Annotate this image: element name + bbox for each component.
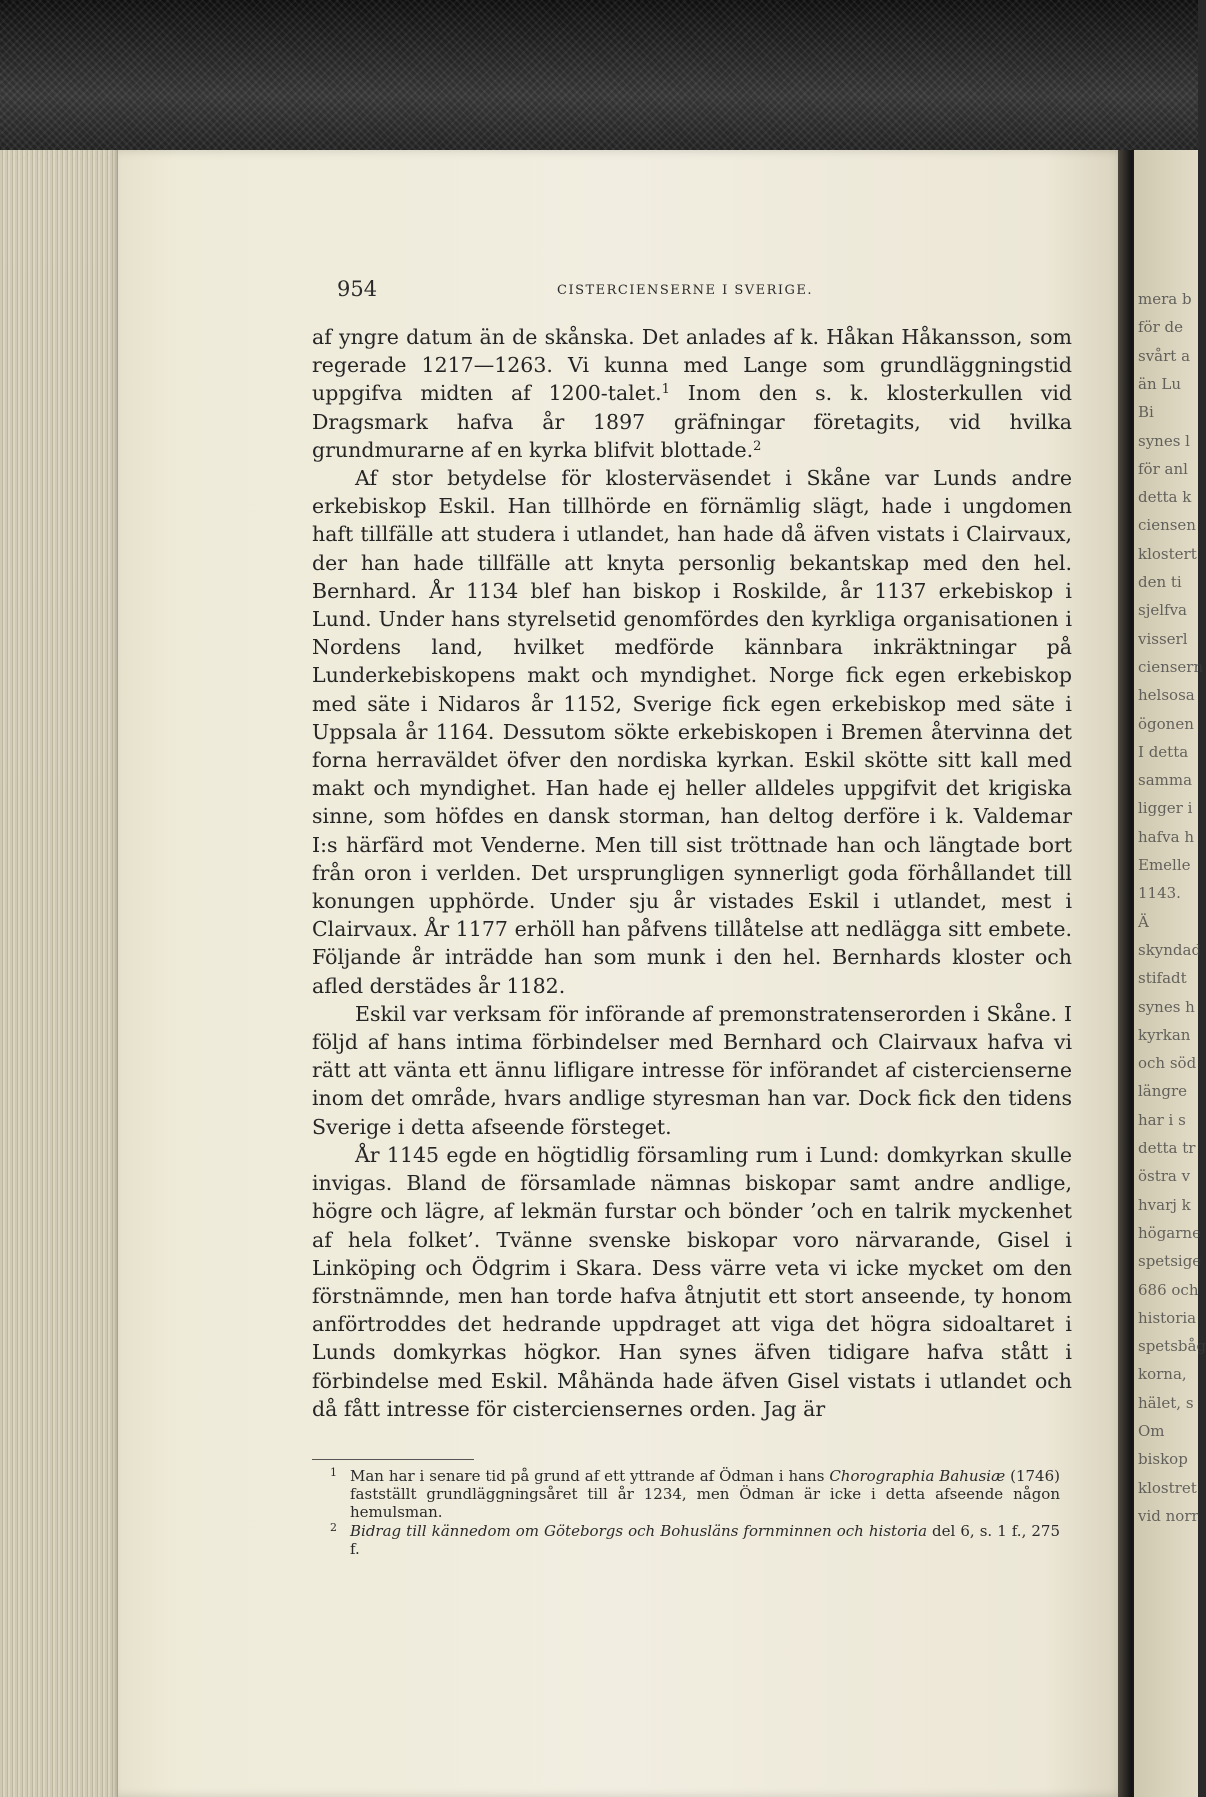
facing-page-text: Ä [1138, 912, 1149, 931]
facing-page-text: ciensen [1138, 516, 1196, 535]
page-stack-edges [0, 150, 125, 1797]
facing-page-text: biskop [1138, 1450, 1188, 1469]
running-head: CISTERCIENSERNE I SVERIGE. [557, 283, 814, 298]
paragraph-2: Af stor betydelse för klosterväsendet i Skåne var Lunds andre erkebiskop Eskil. Han tillhörde en förnämlig slägt, hade i ungdomen haft tillfälle att studera i utlandet, han hade då äfven vistats i Clairvaux, der han hade tillfälle att knyta personlig bekantskap med den hel. Bernhard. År 1134 blef han biskop i Roskilde, år 1137 erkebiskop i Lund. Under hans styrelsetid genomfördes den kyrkliga organisationen i Nordens land, hvilket medförde kännbara inkräktningar på Lunderkebiskopens makt och myndighet. Norge fick egen erkebiskop med säte i Nidaros år 1152, Sverige fick egen erkebiskop med säte i Uppsala år 1164. Dessutom sökte erkebiskopen i Bremen återvinna det forna herraväldet öfver den nordiska kyrkan. Eskil skötte sitt kall med makt och myndighet. Han hade ej heller alldeles uppgifvit det krigiska sinne, som höfdes en dansk storman, han deltog derföre i k. Valdemar I:s härfärd mot Venderne. Men till sist tröttnade han och längtade bort från oron i verlden. Det ursprungligen synnerligt goda förhållandet till konungen upphörde. Under sju år vistades Eskil i utlandet, mest i Clairvaux. År 1177 erhöll han påfvens tillåtelse att nedlägga sitt embete. Följande år inträdde han som munk i den hel. Bernhards kloster och afled derstädes år 1182. [312, 466, 1072, 998]
facing-page-text: spetsbåg [1138, 1337, 1206, 1356]
facing-page-text: längre [1138, 1082, 1188, 1101]
paragraph-4: År 1145 egde en högtidlig församling rum i Lund: domkyrkan skulle invigas. Bland de församlade nämnas biskopar samt andre andlige, högre och lägre, af lekmän furstar och bönder ’och en talrik myckenhet af hela folket’. Tvänne svenske biskopar voro närvarande, Gisel i Linköping och Ödgrim i Skara. Dess värre veta vi icke mycket om den förstnämnde, men han torde hafva åtnjutit ett stort anseende, ty honom anförtroddes det hedrande uppdraget att viga det högra sidoaltaret i Lunds domkyrkas högkor. Han synes äfven tidigare hafva stått i förbindelse med Eskil. Måhända hade äfven Gisel vistats i utlandet och då fått intresse för cisterciensernes orden. Jag är [312, 1142, 1072, 1421]
paragraph-1: af yngre datum än de skånska. Det anlades af k. Håkan Håkansson, som regerade 1217—1263. Vi kunna med Lange som grundläggningstid uppgifva midten af 1200-talet.$^1$ Inom den s. k. klosterkullen vid Dragsmark hafva år 1897 gräfningar företagits, vid hvilka grundmurarne af en kyrka blifvit blottade.$^2$ [312, 325, 1072, 462]
footnote-ref-1: 1 [661, 382, 670, 398]
facing-page-text: för de [1138, 318, 1183, 337]
facing-page-text: högarne [1138, 1223, 1201, 1242]
facing-page-text: klostret [1138, 1478, 1197, 1497]
cited-title: Bidrag till kännedom om Göteborgs och Bohusläns fornminnen och historia [350, 1522, 928, 1540]
facing-page-text: helsosa [1138, 686, 1195, 705]
facing-page-text: hafva h [1138, 827, 1195, 846]
facing-page-text: 1143. [1138, 884, 1181, 903]
facing-page-text: ögonen [1138, 714, 1194, 733]
facing-page-text: spetsige [1138, 1252, 1202, 1271]
facing-page-text: detta tr [1138, 1139, 1196, 1157]
page-number: 954 [337, 277, 378, 301]
facing-page-text: den ti [1138, 573, 1182, 591]
facing-page-text: visserl [1138, 629, 1188, 648]
facing-page-text: I detta [1138, 742, 1189, 761]
facing-page-text: och söd [1138, 1054, 1197, 1073]
facing-page-text: skyndad [1138, 940, 1202, 959]
facing-page-text: hvarj k [1138, 1195, 1191, 1214]
facing-page-text: kyrkan [1138, 1025, 1191, 1044]
facing-page-text: vid norr [1138, 1506, 1199, 1525]
cited-title: Chorographia Bahusiæ [829, 1467, 1006, 1485]
facing-page-text: Bi [1138, 403, 1154, 422]
footnote-rule [312, 1459, 474, 1460]
facing-page-text: klostert [1138, 544, 1197, 563]
facing-page-text: samma [1138, 771, 1193, 790]
page-header [337, 277, 1072, 307]
facing-page-text: detta k [1138, 488, 1192, 507]
facing-page-text: stifadt [1138, 969, 1187, 988]
footnote-mark: 2 [330, 1521, 337, 1534]
footnote-2: 2 Bidrag till kännedom om Göteborgs och Bohusläns fornminnen och historia del 6, s. 1 f., 275 f. [330, 1521, 1061, 1558]
main-text [312, 323, 1072, 1423]
facing-page-text: Om [1138, 1422, 1165, 1440]
facing-page-text: 686 och [1138, 1280, 1199, 1299]
background-cloth [0, 0, 1198, 160]
footnote-mark: 1 [330, 1466, 337, 1479]
facing-page-text: korna, [1138, 1365, 1187, 1384]
facing-page-text: hälet, s [1138, 1393, 1194, 1412]
facing-page-text: har i s [1138, 1110, 1186, 1129]
facing-page-text: synes h [1138, 997, 1195, 1016]
facing-page-text: synes l [1138, 431, 1190, 450]
paragraph-3: Eskil var verksam för införande af premonstratenserorden i Skåne. I följd af hans intima förbindelser med Bernhard och Clairvaux hafva vi rätt att vänta ett ännu lifligare intresse för införandet af cisterciensernе inom det område, hvars andlige styresman han var. Dock fick den tidens Sverige i detta afseende försteget. [312, 1001, 1072, 1139]
facing-page-text: för anl [1138, 459, 1188, 478]
footnote-ref-2: 2 [753, 438, 762, 454]
facing-page-text: ligger i [1138, 799, 1193, 818]
facing-page-text: än Lu [1138, 374, 1181, 393]
facing-page-text: östra v [1138, 1167, 1191, 1186]
footnotes [330, 1467, 1060, 1559]
facing-page-text: svårt a [1138, 346, 1191, 365]
facing-page-text: ciensern [1138, 657, 1204, 676]
facing-page-text: mera b [1138, 290, 1192, 308]
footnote-1: 1 Man har i senare tid på grund af ett yttrande af Ödman i hans Chorographia Bahusiæ (1746) fastställt grundläggningsåret till år 1234, men Ödman är icke i detta afseende någon hemulsman. [330, 1466, 1060, 1521]
facing-page-text: Emelle [1138, 856, 1191, 874]
facing-page-text: sjelfva [1138, 601, 1187, 620]
facing-page-fragment [1134, 150, 1206, 1797]
facing-page-text: historia [1138, 1308, 1197, 1327]
